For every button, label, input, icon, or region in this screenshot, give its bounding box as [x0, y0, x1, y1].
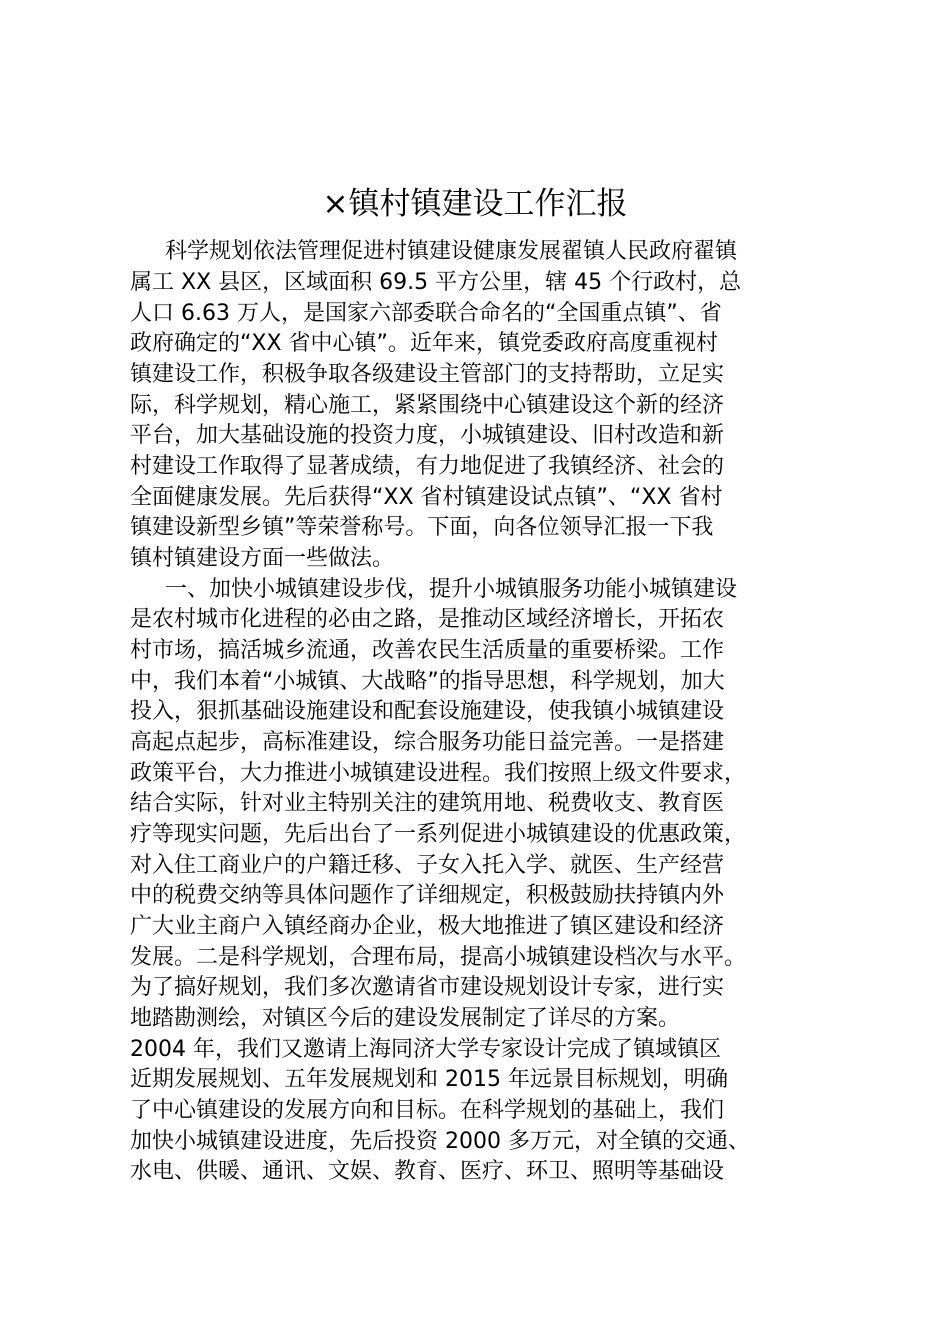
paragraph-line: 科学规划依法管理促进村镇建设健康发展翟镇人民政府翟镇 — [165, 239, 738, 264]
paragraph-line: 村市场，搞活城乡流通，改善农民生活质量的重要桥梁。工作 — [130, 638, 725, 663]
paragraph-line: 高起点起步，高标准建设，综合服务功能日益完善。一是搭建 — [130, 730, 725, 755]
paragraph-line: 了中心镇建设的发展方向和目标。在科学规划的基础上，我们 — [130, 1098, 725, 1123]
paragraph-line: 加快小城镇建设进度，先后投资 2000 多万元，对全镇的交通、 — [130, 1129, 750, 1154]
paragraph-line: 广大业主商户入镇经商办企业，极大地推进了镇区建设和经济 — [130, 914, 725, 939]
paragraph-line: 镇建设工作，积极争取各级建设主管部门的支持帮助，立足实 — [130, 362, 725, 387]
paragraph-line: 发展。二是科学规划，合理布局，提高小城镇建设档次与水平。 — [130, 945, 747, 970]
paragraph-line: 平台，加大基础设施的投资力度，小城镇建设、旧村改造和新 — [130, 423, 725, 448]
paragraph-line: 结合实际，针对业主特别关注的建筑用地、税费收支、教育医 — [130, 791, 725, 816]
paragraph-line: 镇建设新型乡镇”等荣誉称号。下面，向各位领导汇报一下我 — [130, 515, 714, 540]
paragraph-line: 一、加快小城镇建设步伐，提升小城镇服务功能小城镇建设 — [165, 577, 738, 602]
paragraph-line: 村建设工作取得了显著成绩，有力地促进了我镇经济、社会的 — [130, 454, 725, 479]
paragraph-line: 人口 6.63 万人，是国家六部委联合命名的“全国重点镇”、省 — [130, 301, 722, 326]
paragraph-line: 政策平台，大力推进小城镇建设进程。我们按照上级文件要求， — [130, 761, 747, 786]
paragraph-line: 际，科学规划，精心施工，紧紧围绕中心镇建设这个新的经济 — [130, 393, 725, 418]
paragraph-line: 镇村镇建设方面一些做法。 — [130, 546, 395, 571]
paragraph-line: 2004 年，我们又邀请上海同济大学专家设计完成了镇域镇区 — [130, 1037, 721, 1062]
paragraph-line: 投入，狠抓基础设施建设和配套设施建设，使我镇小城镇建设 — [130, 699, 725, 724]
paragraph-line: 是农村城市化进程的必由之路，是推动区域经济增长，开拓农 — [130, 607, 725, 632]
paragraph-line: 全面健康发展。先后获得“XX 省村镇建设试点镇”、“XX 省村 — [130, 485, 723, 510]
paragraph-line: 属工 XX 县区，区域面积 69.5 平方公里，辖 45 个行政村，总 — [130, 270, 742, 295]
paragraph-line: 为了搞好规划，我们多次邀请省市建设规划设计专家，进行实 — [130, 975, 725, 1000]
paragraph-line: 中，我们本着“小城镇、大战略”的指导思想，科学规划，加大 — [130, 669, 725, 694]
paragraph-line: 地踏勘测绘，对镇区今后的建设发展制定了详尽的方案。 — [130, 1006, 681, 1031]
paragraph-line: 近期发展规划、五年发展规划和 2015 年远景目标规划，明确 — [130, 1067, 728, 1092]
paragraph-line: 疗等现实问题，先后出台了一系列促进小城镇建设的优惠政策， — [130, 822, 747, 847]
paragraph-line: 政府确定的“XX 省中心镇”。近年来，镇党委政府高度重视村 — [130, 331, 718, 356]
paragraph-line: 对入住工商业户的户籍迁移、子女入托入学、就医、生产经营 — [130, 853, 725, 878]
paragraph-line: 中的税费交纳等具体问题作了详细规定，积极鼓励扶持镇内外 — [130, 883, 725, 908]
paragraph-line: 水电、供暖、通讯、文娱、教育、医疗、环卫、照明等基础设 — [130, 1159, 725, 1184]
document-title: ×镇村镇建设工作汇报 — [322, 186, 628, 222]
